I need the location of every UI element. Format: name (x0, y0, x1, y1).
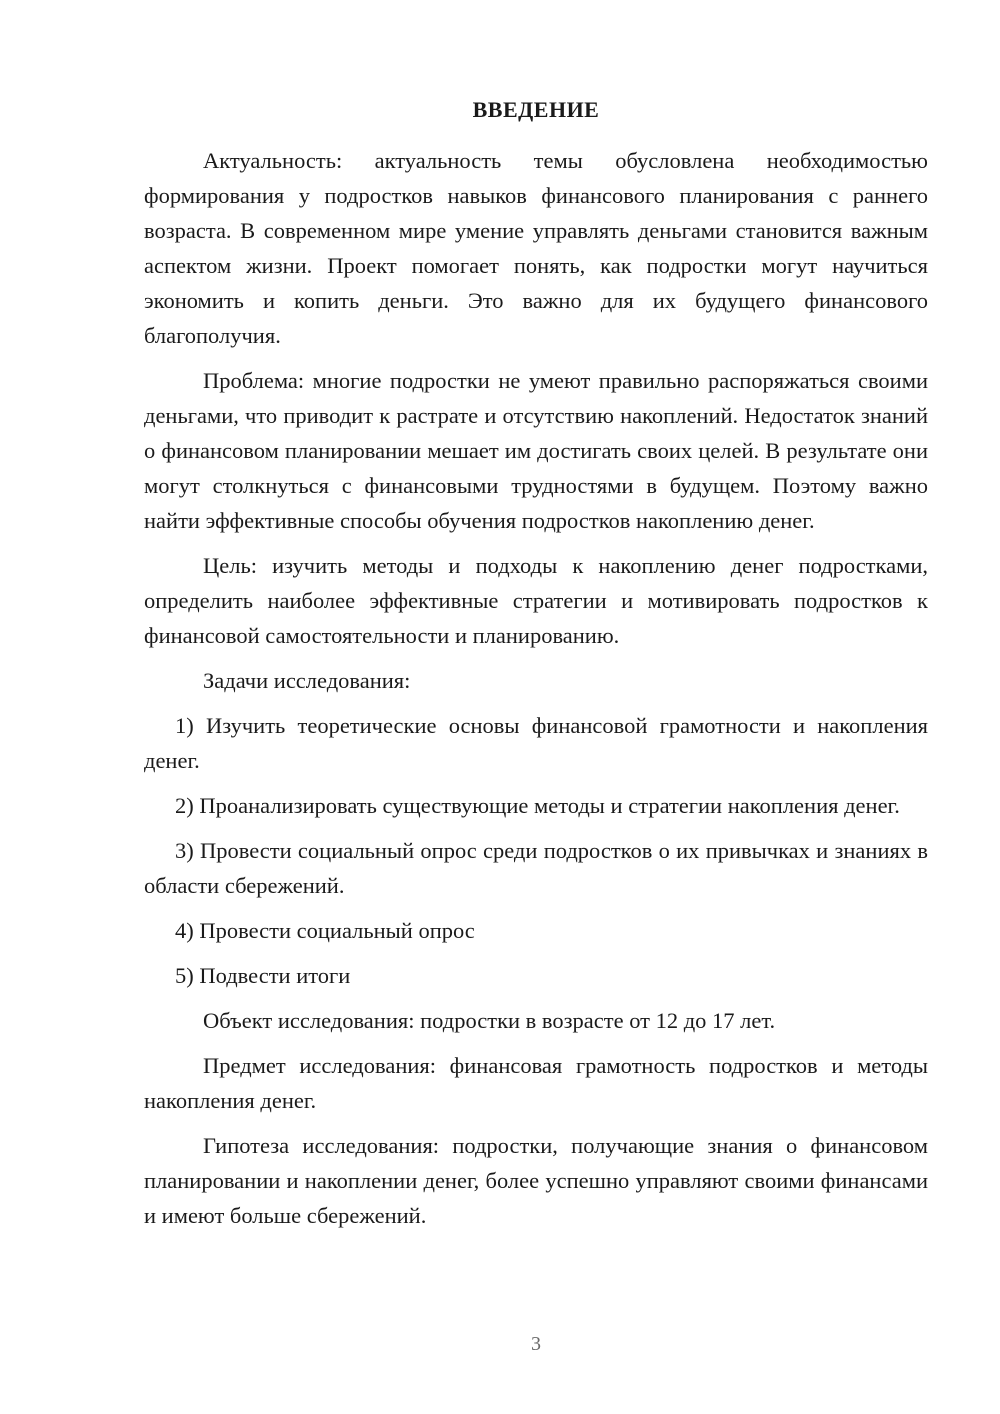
relevance-paragraph: Актуальность: актуальность темы обусловлена необходимостью формирования у подростков навыков финансового планирования с раннего возраста. В современном мире умение управлять деньгами становится важным аспектом жизни. Проект помогает понять, как подростки могут научиться экономить и копить деньги. Это важно для их будущего финансового благополучия. (144, 148, 928, 348)
hypothesis-paragraph: Гипотеза исследования: подростки, получающие знания о финансовом планировании и накоплении денег, более успешно управляют своими финансами и имеют больше сбережений. (144, 1133, 928, 1228)
task-item-2: 2) Проанализировать существующие методы и стратегии накопления денег. (175, 793, 900, 818)
task-item-1: 1) Изучить теоретические основы финансовой грамотности и накопления денег. (144, 713, 928, 773)
task-item-5: 5) Подвести итоги (175, 963, 351, 988)
problem-paragraph: Проблема: многие подростки не умеют правильно распоряжаться своими деньгами, что приводит к растрате и отсутствию накоплений. Недостаток знаний о финансовом планировании мешает им достигать своих целей. В результате они могут столкнуться с финансовыми трудностями в будущем. Поэтому важно найти эффективные способы обучения подростков накоплению денег. (144, 368, 928, 533)
goal-paragraph: Цель: изучить методы и подходы к накоплению денег подростками, определить наиболее эффективные стратегии и мотивировать подростков к финансовой самостоятельности и планированию. (144, 553, 928, 648)
document-body (144, 143, 928, 1243)
tasks-heading: Задачи исследования: (203, 668, 411, 693)
task-item-3: 3) Провести социальный опрос среди подростков о их привычках и знаниях в области сбережений. (144, 838, 928, 898)
page-number: 3 (531, 1333, 541, 1355)
object-paragraph: Объект исследования: подростки в возрасте от 12 до 17 лет. (203, 1008, 776, 1033)
subject-paragraph: Предмет исследования: финансовая грамотность подростков и методы накопления денег. (144, 1053, 928, 1113)
page-title: ВВЕДЕНИЕ (472, 97, 600, 122)
task-item-4: 4) Провести социальный опрос (175, 918, 475, 943)
